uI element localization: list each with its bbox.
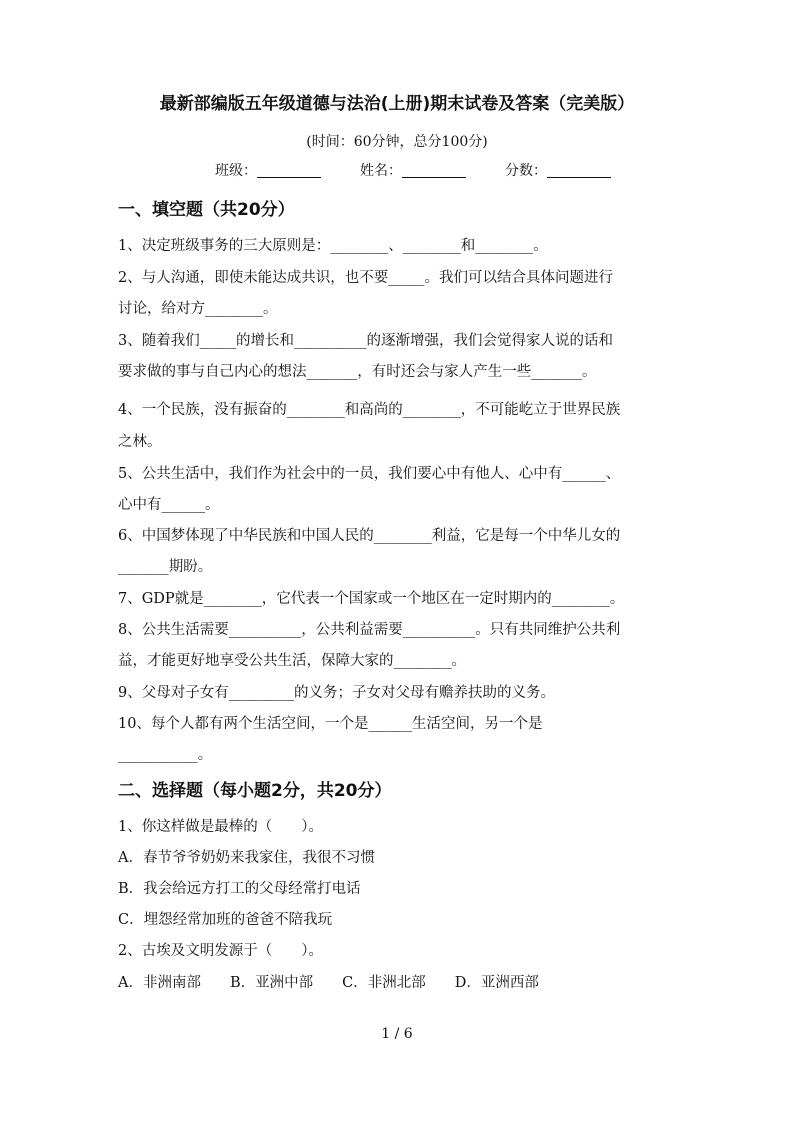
option-line: A．非洲南部 B．亚洲中部 C．非洲北部 D．亚洲西部 [118,975,539,991]
question-line: 4、一个民族，没有振奋的________和高尚的________，不可能屹立于世界民族 [118,402,621,418]
question-line: 1、你这样做是最棒的（ ）。 [118,819,323,835]
exam-subtitle: (时间：60分钟，总分100分) [306,134,488,150]
question-line: 2、古埃及文明发源于（ ）。 [118,943,323,959]
question-line: 3、随着我们_____的增长和__________的逐渐增强，我们会觉得家人说的话和 [118,333,613,349]
page-number: 1 / 6 [381,1026,413,1042]
option-line: B．我会给远方打工的父母经常打电话 [118,881,361,897]
question-line: 10、每个人都有两个生活空间，一个是______生活空间，另一个是 [118,716,543,732]
question-line: _______期盼。 [118,559,213,575]
question-line: 1、决定班级事务的三大原则是：________、________和________。 [118,238,548,254]
exam-title: 最新部编版五年级道德与法治(上册)期末试卷及答案（完美版） [159,94,635,114]
name-label: 姓名： [360,163,402,179]
question-line: 9、父母对子女有_________的义务；子女对父母有赡养扶助的义务。 [118,685,555,701]
question-line: 8、公共生活需要__________，公共利益需要__________。只有共同维护公共利 [118,622,621,638]
question-line: 2、与人沟通，即使未能达成共识，也不要_____。我们可以结合具体问题进行 [118,270,613,286]
question-line: 心中有______。 [118,497,220,513]
class-blank [257,161,321,178]
question-line: 之林。 [118,434,162,450]
section-heading-multiple-choice: 二、选择题（每小题2分，共20分） [118,781,392,801]
option-line: C．埋怨经常加班的爸爸不陪我玩 [118,912,333,928]
option-line: A．春节爷爷奶奶来我家住，我很不习惯 [118,850,375,866]
score-blank [547,161,611,178]
name-field [360,160,466,180]
name-blank [402,161,466,178]
question-line: 5、公共生活中，我们作为社会中的一员，我们要心中有他人、心中有______、 [118,466,621,482]
question-line: 要求做的事与自己内心的想法_______，有时还会与家人产生一些_______。 [118,364,597,380]
question-line: 7、GDP就是________，它代表一个国家或一个地区在一定时期内的________。 [118,591,625,607]
class-field [215,160,321,180]
question-line: 讨论，给对方________。 [118,301,278,317]
score-field [505,160,611,180]
question-line: 6、中国梦体现了中华民族和中国人民的________利益，它是每一个中华儿女的 [118,528,621,544]
question-line: 益，才能更好地享受公共生活，保障大家的________。 [118,653,466,669]
score-label: 分数： [505,163,547,179]
question-line: ___________。 [118,747,213,763]
section-heading-fill-blank: 一、填空题（共20分） [118,200,295,220]
class-label: 班级： [215,163,257,179]
